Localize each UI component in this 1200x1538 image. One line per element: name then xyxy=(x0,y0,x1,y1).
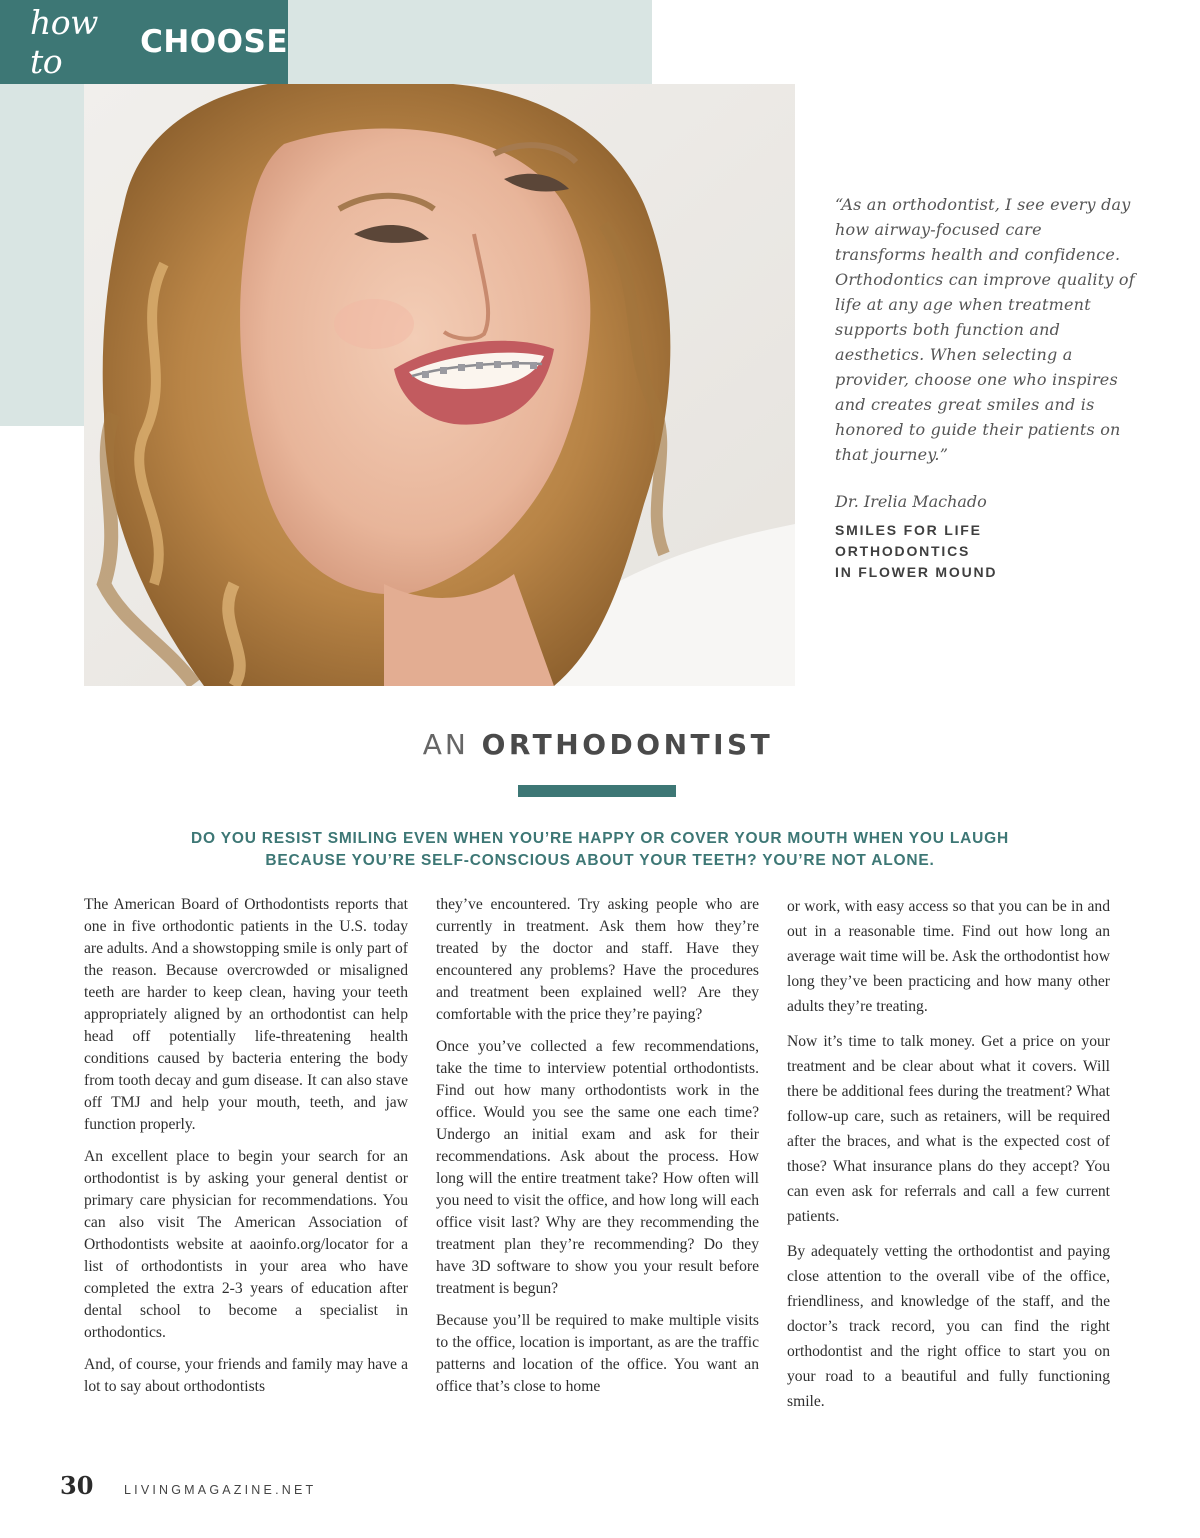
title-underline-bar xyxy=(518,785,676,797)
smiling-woman-photo xyxy=(84,84,795,686)
body-paragraph: And, of course, your friends and family may have a lot to say about orthodontists xyxy=(84,1356,408,1395)
footer-site-link[interactable]: LIVINGMAGAZINE.NET xyxy=(124,1483,317,1497)
deck-line: DO YOU RESIST SMILING EVEN WHEN YOU’RE HAPPY OR COVER YOUR MOUTH WHEN YOU LAUGH xyxy=(191,830,1009,847)
section-title xyxy=(0,728,1196,761)
body-paragraph: Because you’ll be required to make multiple visits to the office, location is important, as are the traffic patterns and location of the office. You want an office that’s close to home xyxy=(436,1312,759,1395)
deck-line: BECAUSE YOU’RE SELF-CONSCIOUS ABOUT YOUR TEETH? YOU’RE NOT ALONE. xyxy=(265,852,935,869)
section-title-bold: ORTHODONTIST xyxy=(481,728,774,761)
body-column-3 xyxy=(787,894,1110,1424)
header-choose: CHOOSE xyxy=(140,24,288,60)
practice-line: SMILES FOR LIFE xyxy=(835,522,982,538)
practice-line: ORTHODONTICS xyxy=(835,543,971,559)
page-number: 30 xyxy=(60,1471,94,1500)
body-paragraph: By adequately vetting the orthodontist and paying close attention to the overall vibe of the office, friendliness, and knowledge of the staff, and the doctor’s track record, you can find the right orthodontist and the right office to start you on your road to a beautiful and fully functioning smile. xyxy=(787,1243,1110,1410)
section-title-light: AN xyxy=(422,728,469,761)
body-paragraph: The American Board of Orthodontists reports that one in five orthodontic patients in the U.S. today are adults. And a showstopping smile is only part of the reason. Because overcrowded or misaligned teeth are harder to keep clean, having your teeth appropriately aligned by an orthodontist can help head off potentially life-threatening health conditions caused by bacteria entering the body from tooth decay and gum disease. It can also stave off TMJ and help your mouth, teeth, and jaw function properly. xyxy=(84,896,408,1133)
article-deck xyxy=(150,828,1050,872)
section-header-tab xyxy=(0,0,288,84)
pull-quote: “As an orthodontist, I see every day how airway-focused care transforms health and confidence. Orthodontics can improve quality of life at any age when treatment supports both function and aesthetics. When selecting a provider, choose one who inspires and creates great smiles and is honored to guide their patients on that journey.” xyxy=(835,195,1135,464)
body-paragraph: Once you’ve collected a few recommendations, take the time to interview potential orthodontists. Find out how many orthodontists work in the office. Would you see the same one each time? Undergo an initial exam and ask for their recommendations. Ask about the process. How long will the entire treatment take? How often will you need to visit the office, and how long will each office visit last? Why are they recommending the treatment plan they’re recommending? Do they have 3D software to show you your result before treatment is begun? xyxy=(436,1038,759,1297)
body-paragraph: Now it’s time to talk money. Get a price on your treatment and be clear about what it covers. Will there be additional fees during the treatment? What follow-up care, such as retainers, will be required after the braces, and what is the expected cost of those? What insurance plans do they accept? You can even ask for referrals and call a few current patients. xyxy=(787,1033,1110,1225)
quote-practice xyxy=(835,520,1095,583)
quote-author: Dr. Irelia Machado xyxy=(835,492,987,511)
side-tint-panel xyxy=(0,84,84,426)
header-how-to: how to xyxy=(30,3,98,81)
practice-line: IN FLOWER MOUND xyxy=(835,564,998,580)
body-paragraph: An excellent place to begin your search for an orthodontist is by asking your general dentist or primary care physician for recommendations. You can also visit The American Association of Orthodontists website at aaoinfo.org/locator for a list of orthodontists in your area who have completed the extra 2-3 years of education after dental school to become a specialist in orthodontics. xyxy=(84,1148,408,1341)
body-paragraph: they’ve encountered. Try asking people who are currently in treatment. Ask them how they’re treated by the doctor and staff. Have they encountered any problems? Have the procedures and treatment been explained well? Are they comfortable with the price they’re paying? xyxy=(436,896,759,1023)
body-paragraph: or work, with easy access so that you can be in and out in a reasonable time. Find out how long an average wait time will be. Ask the orthodontist how long they’ve been practicing and how many other adults they’re treating. xyxy=(787,898,1110,1015)
body-column-1 xyxy=(84,894,408,1408)
header-tint-panel xyxy=(288,0,652,84)
body-column-2 xyxy=(436,894,759,1408)
